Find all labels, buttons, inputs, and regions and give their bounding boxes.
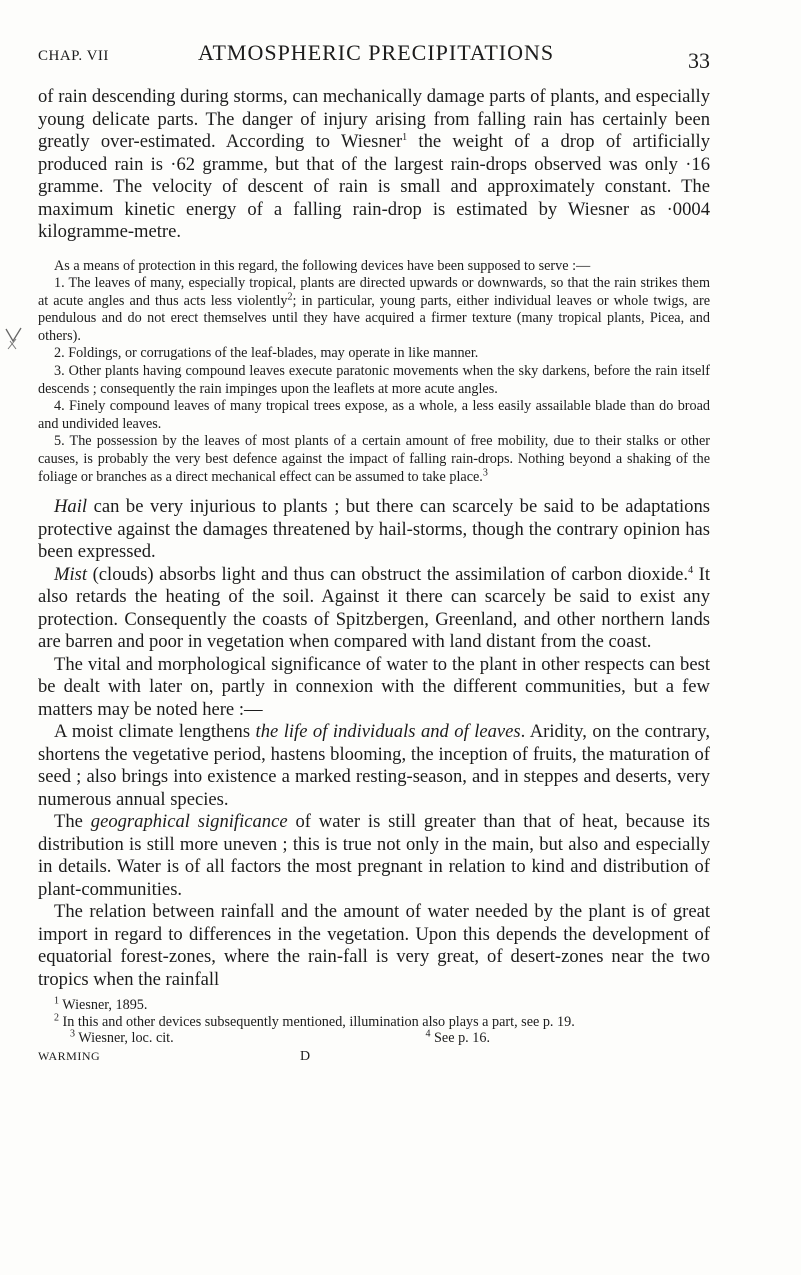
geographical-paragraph: The geographical significance of water is still greater than that of heat, because its distribution is still more uneven ; this is true not only in the main, but also and especially in details. Water is of all factors the most pregnant in relation to kind and distribution of plant-communities. [38, 811, 710, 900]
running-title: ATMOSPHERIC PRECIPITATIONS [198, 40, 555, 65]
footnote-1: $^1$ Wiesner, 1895. [54, 995, 148, 1014]
mist-paragraph: Mist (clouds) absorbs light and thus can obstruct the assimilation of carbon dioxide.$^4$ It also retards the heating of the soil. Against it there can scarcely be said to exist any protection. Consequently the coasts of Spitzbergen, Greenland, and other northern lands are barren and poor in vegetation when compared with land distant from the coast. [38, 563, 710, 653]
footnote-ref: 2 [287, 290, 293, 302]
footnote-ref: 1 [402, 131, 408, 143]
mist-term: Mist [54, 563, 88, 585]
device-item-4: 4. Finely compound leaves of many tropical trees expose, as a whole, a less easily assailable blade than do broad and undivided leaves. [38, 398, 710, 432]
page-number: 33 [688, 48, 710, 73]
device-item-3: 3. Other plants having compound leaves execute paratonic movements when the sky darkens, before the rain itself descends ; consequently the rain impinges upon the leaflets at more acute angles. [38, 363, 710, 397]
footnote-3: $^3$ Wiesner, loc. cit. [70, 1028, 174, 1047]
device-item-1: 1. The leaves of many, especially tropical, plants are directed upwards or downwards, so that the rain strikes them at acute angles and thus acts less violently$^2$; in particular, young parts, either individual leaves or whole twigs, are pendulous and do not erect themselves until they have acquired a firmer texture (many tropical plants, Picea, and others). [38, 275, 711, 344]
protection-devices [38, 258, 710, 487]
signature-mark: WARMING [38, 1048, 101, 1063]
footnote-ref: 4 [688, 564, 694, 576]
signature-line [38, 1049, 710, 1067]
signature-letter: D [300, 1048, 311, 1064]
chapter-label: CHAP. VII [38, 48, 109, 64]
book-page [38, 40, 710, 1067]
device-item-2: 2. Foldings, or corrugations of the leaf-blades, may operate in like manner. [54, 345, 479, 362]
moist-climate-paragraph: A moist climate lengthens the life of individuals and of leaves. Aridity, on the contrary, shortens the vegetative period, hastens blooming, the inception of fruits, the maturation of seed ; also brings into existence a marked resting-season, and in steppes and deserts, very numerous annual species. [38, 721, 710, 810]
pencil-mark-icon [4, 327, 24, 351]
footnotes-3-4 [38, 1030, 710, 1047]
footnotes [38, 997, 710, 1047]
hail-paragraph: Hail can be very injurious to plants ; but there can scarcely be said to be adaptations protective against the damages threatened by hail-storms, though the contrary opinion has been expressed. [38, 496, 710, 563]
page-body [38, 86, 710, 1067]
hail-term: Hail [54, 496, 88, 518]
running-header [38, 40, 710, 74]
rainfall-paragraph: The relation between rainfall and the amount of water needed by the plant is of great import in regard to differences in the vegetation. Upon this depends the development of equatorial forest-zones, where the rain-fall is very great, of desert-zones near the two tropics when the rainfall [38, 901, 710, 990]
vital-paragraph: The vital and morphological significance of water to the plant in other respects can best be dealt with later on, partly in connexion with the different communities, but a few matters may be noted here :— [38, 653, 710, 720]
footnote-4: $^4$ See p. 16. [425, 1028, 490, 1047]
devices-lead: As a means of protection in this regard, the following devices have been supposed to serve :— [54, 257, 591, 274]
device-item-5: 5. The possession by the leaves of most plants of a certain amount of free mobility, due to their stalks or other causes, is probably the very best defence against the impact of falling rain-drops. Nothing beyond a shaking of the foliage or branches as a direct mechanical effect can be assumed to take place.$^3$ [38, 433, 710, 485]
intro-paragraph: of rain descending during storms, can mechanically damage parts of plants, and especially young delicate parts. The danger of injury arising from falling rain has certainly been greatly over-estimated. According to Wiesner$^1$ the weight of a drop of artificially produced rain is ·62 gramme, but that of the largest rain-drops observed was only ·16 gramme. The velocity of descent of rain is small and approximately constant. The maximum kinetic energy of a falling rain-drop is estimated by Wiesner as ·0004 kilogramme-metre. [38, 86, 710, 242]
footnote-2: $^2$ In this and other devices subsequently mentioned, illumination also plays a part, see p. 19. [54, 1011, 575, 1030]
footnote-ref: 3 [482, 466, 488, 478]
